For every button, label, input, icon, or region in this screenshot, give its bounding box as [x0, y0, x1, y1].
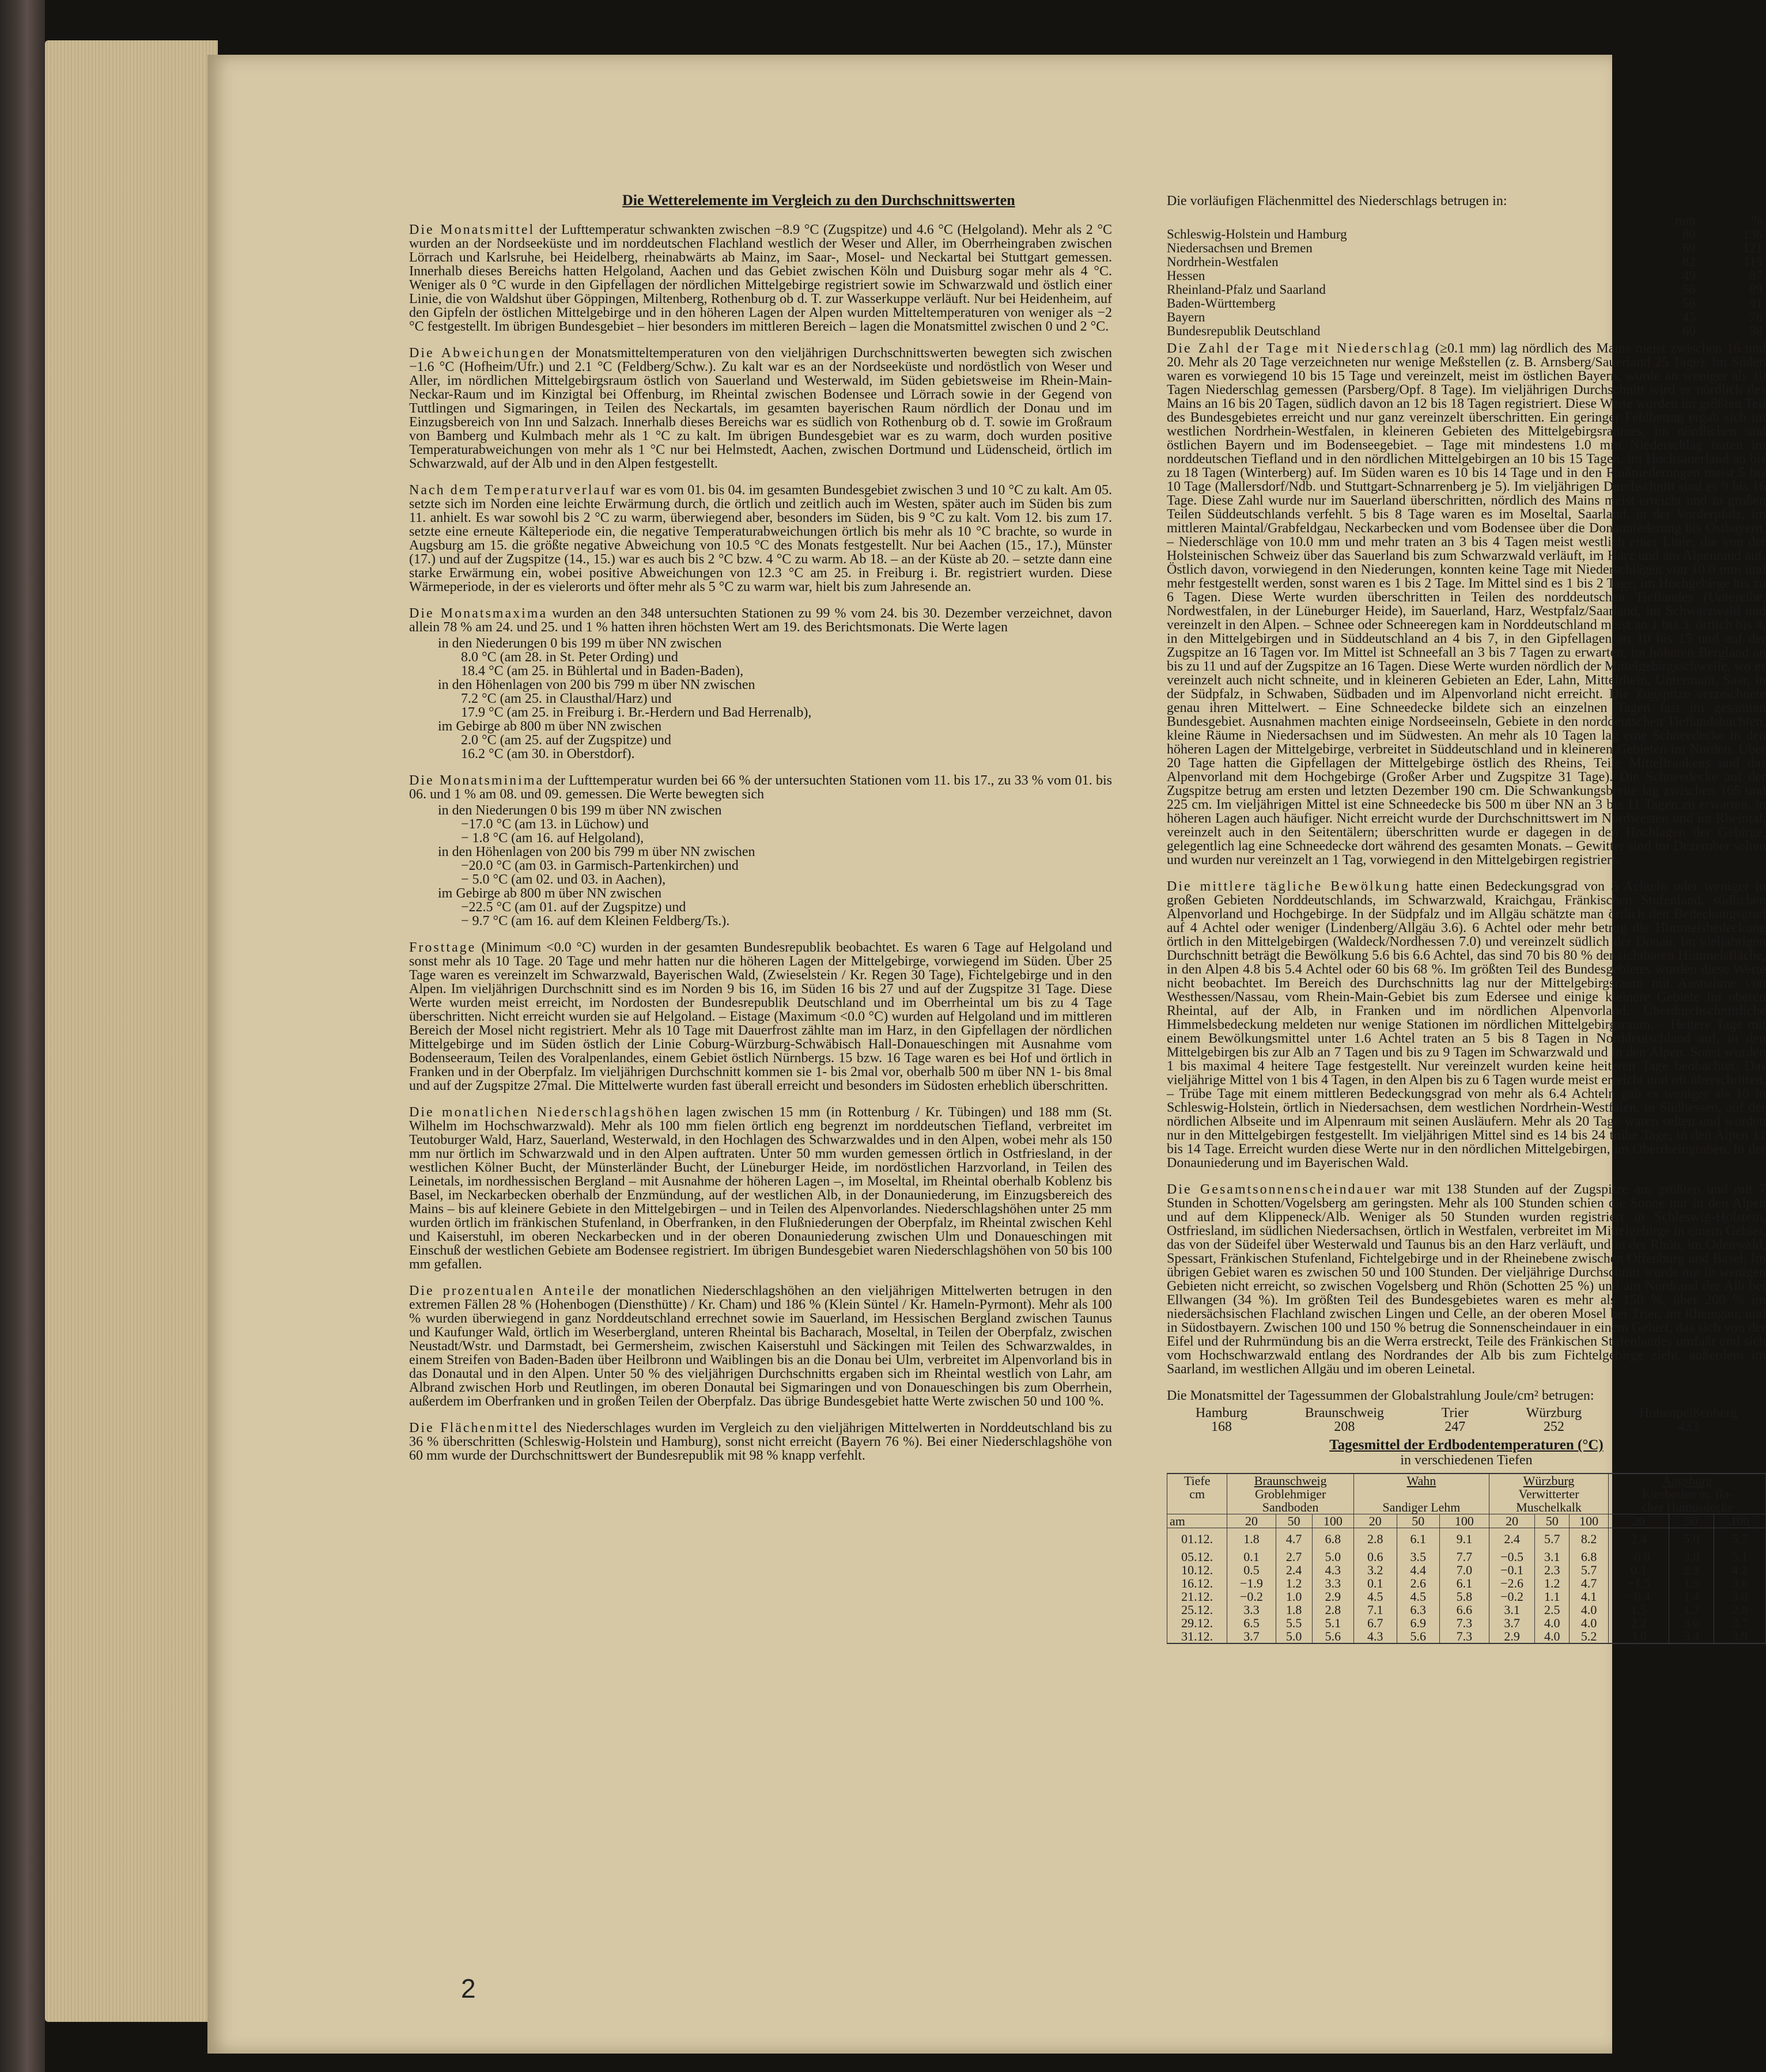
table-header — [1167, 1473, 1766, 1487]
book-spine — [0, 0, 45, 2072]
table-cell: 4.5 — [1397, 1590, 1439, 1603]
list-item: −17.0 °C (am 13. in Lüchow) und — [461, 817, 649, 832]
soil-temperature-table — [1167, 1473, 1766, 1644]
list-item: − 5.0 °C (am 02. und 03. in Aachen), — [461, 872, 666, 887]
table-cell: 3.1 — [1535, 1550, 1569, 1563]
table-row — [1167, 269, 1766, 283]
region: Bundesrepublik Deutschland — [1167, 324, 1321, 338]
table-cell: 5.5 — [1276, 1616, 1312, 1630]
table-cell: 2.6 — [1397, 1577, 1439, 1590]
table-header — [1167, 1487, 1766, 1501]
table-cell: 4.1 — [1569, 1590, 1608, 1603]
table-cell: 3.3 — [1227, 1603, 1276, 1616]
depth-50: 50 — [1397, 1514, 1439, 1528]
page-sheet — [207, 55, 1766, 2054]
table-cell: 1.4 — [1669, 1590, 1714, 1603]
table-row — [1167, 1603, 1766, 1616]
table-row — [1167, 310, 1766, 324]
table-cell: 6.6 — [1439, 1603, 1489, 1616]
rain-area-table — [1167, 214, 1766, 338]
table-row — [1167, 297, 1766, 310]
paragraph-area-means — [409, 1421, 1112, 1463]
table-cell: 6.3 — [1397, 1603, 1439, 1616]
table-cell: −0.5 — [1489, 1550, 1535, 1563]
table-cell: −0.1 — [1489, 1563, 1535, 1577]
paragraph-text: des Niederschlages wurden im Vergleich zu den vieljährigen Mittelwerten in Norddeutschland bis zu 36 % überschritten (Schleswig-Holstein und Hamburg), sonst nicht erreicht (Bayern 76 %). Bei einer Niederschlagshöhe von 60 mm wurde der Durchschnittswert der Bundesrepublik mit 98 % knapp verfehlt. — [409, 1421, 1112, 1463]
table-cell: 2.7 — [1276, 1550, 1312, 1563]
depth-100: 100 — [1569, 1514, 1608, 1528]
table-cell: 5.1 — [1312, 1616, 1353, 1630]
value-mm: 56 — [1682, 282, 1696, 297]
soil-table-subtitle: in verschiedenen Tiefen — [1400, 1453, 1533, 1468]
paragraph-lead: Die mittlere tägliche Bewölkung — [1167, 879, 1410, 894]
value-mm: 56 — [1682, 296, 1696, 310]
station-name: Trier — [1441, 1406, 1469, 1421]
table-cell: 6.8 — [1569, 1550, 1608, 1563]
depth-50: 50 — [1535, 1514, 1569, 1528]
table-cell: 1.9 — [1669, 1577, 1714, 1590]
header-soil: Verwitterter — [1489, 1487, 1609, 1501]
maxima-list — [409, 637, 1112, 761]
value-percent: 76 — [1749, 310, 1763, 324]
value-mm: 80 — [1682, 227, 1696, 241]
soil-table-body — [1167, 1528, 1766, 1643]
page-edges — [45, 40, 218, 2022]
depth-20: 20 — [1227, 1514, 1276, 1528]
right-column — [1167, 194, 1766, 1644]
list-item: − 1.8 °C (am 16. auf Helgoland), — [461, 831, 644, 846]
value-mm: 60 — [1682, 324, 1696, 338]
depth-20: 20 — [1489, 1514, 1535, 1528]
paragraph-lead: Die Monatsminima — [409, 773, 544, 788]
table-cell: 6.1 — [1439, 1577, 1489, 1590]
list-item: −20.0 °C (am 03. in Garmisch-Partenkirchen) und — [461, 858, 739, 873]
table-header — [1167, 214, 1766, 228]
table-cell: 4.7 — [1569, 1577, 1608, 1590]
paragraph-sunshine — [1167, 1183, 1766, 1376]
value-mm: 49 — [1682, 268, 1696, 283]
header-station: Würzburg — [1489, 1473, 1609, 1487]
table-cell: 5.2 — [1569, 1630, 1608, 1643]
table-row — [1167, 228, 1766, 241]
value-mm: 69 — [1682, 241, 1696, 255]
paragraph-text: der monatlichen Niederschlagshöhen an den vieljährigen Mittelwerten betrugen in den extremen Fällen 28 % (Hohenbogen (Diensthütte) / Kr. Cham) und 186 % (Klein Süntel / Kr. Hameln-Pyrmont). Mehr als 100 % wurden überwiegend in ganz Norddeutschland errechnet sowie im Sauerland, im Hessischen Bergland zwischen Taunus und Kaufunger Wald, örtlich im Weserbergland, unteren Rheintal bis Bacharach, Moseltal, in Teilen der Oberpfalz, zwischen Neustadt/Wstr. und Darmstadt, bei Germersheim, zwischen Kaiserstuhl und Säckingen mit Teilen des Schwarzwaldes, in einem Streifen von Baden-Baden über Heilbronn und Waiblingen bis an die Donau bei Ulm, verbreitet im Alpenvorland bis in das Donautal und in den Alpen. Unter 50 % des vieljährigen Durchschnitts ergaben sich im Rheintal westlich von Lahr, am Albrand zwischen Horb und Reutlingen, im oberen Donautal bei Sigmaringen und von Donaueschingen bis zum Oberrhein, außerdem im Oberfranken und in großen Teilen der Oberpfalz. Das übrige Bundesgebiet hatte Werte zwischen 50 und 100 %. — [409, 1283, 1113, 1409]
header-station: Braunschweig — [1227, 1473, 1354, 1487]
soil-table-title: Tagesmittel der Erdbodentemperaturen (°C) — [1329, 1437, 1604, 1453]
table-cell: 0.1 — [1354, 1577, 1397, 1590]
table-cell: 3.1 — [1489, 1603, 1535, 1616]
paragraph-lead: Die Monatsmittel — [409, 222, 535, 237]
table-cell: 2.5 — [1535, 1603, 1569, 1616]
table-row — [1167, 324, 1766, 338]
value-percent: 98 — [1749, 324, 1763, 338]
paragraph-text: hatte einen Bedeckungsgrad von 5 Achteln oder weniger in großen Gebieten Norddeutschlands, im Schwarzwald, Kraichgau, Fränkischen Stufenland, südlichen Alpenvorland und Hochgebirge. In der Südpfalz und im Allgäu schätzte man örtlich den Bedeckungsgrad auf 4 Achtel oder weniger (Lindenberg/Allgäu 3.6). 6 Achtel oder mehr betrug die Himmelsbedeckung örtlich in den Mittelgebirgen (Waldeck/Nordhessen 7.0) und vereinzelt südlich der Donau. Im vieljährigen Durchschnitt beträgt die Bewölkung 5.6 bis 6.6 Achtel, das sind 70 bis 80 % der sichtbaren Himmelsfläche, in den Alpen 4.8 bis 5.4 Achtel oder 60 bis 68 %. Im größten Teil des Bundesgebietes wurden diese Werte nicht beobachtet. Im Bereich des Durchschnitts lag nur der Mittelgebirgsraum mit Ausnahme von Westhessen/Nassau, vom Rhein-Main-Gebiet bis zum Edersee und einige kleinere Gebiete im oberen Rheintal, auf der Alb, in Franken und im nördlichen Alpenvorland. Überdurchschnittliche Himmelsbedeckung meldeten nur wenige Stationen im nördlichen Mittelgebirgsraum. – Heitere Tage mit einem Bewölkungsmittel unter 1.6 Achtel traten an 5 bis 8 Tagen in Norddeutschland auf, in den Mittelgebirgen bis zur Alb an 7 Tagen und bis zu 9 Tagen im Schwarzwald und in den Alpen. Sonst wurden 1 bis maximal 4 heitere Tage festgestellt. Nur vereinzelt wurden keine heiteren Tage beobachtet. Das vieljährige Mittel von 1 bis 4 Tagen, in den Alpen bis zu 6 Tagen wurde meist erreicht und oft überschritten. – Trübe Tage mit einem mittleren Bedeckungsgrad von mehr als 6.4 Achteln gab es weniger als 10 in Schleswig-Holstein, örtlich in Niedersachsen, dem westlichen Nordrhein-Westfalen, in Südhessen, auf der nördlichen Albseite und im Alpenraum mit seinen Ausläufern. Mehr als 20 Tage waren selten und wurden nur in den Mittelgebirgen festgestellt. Im vieljährigen Mittel sind es 14 bis 24 trübe Tage, in den Alpen 11 bis 14 Tage. Erreicht wurden diese Werte nur in den nördlichen Mittelgebirgen, im Oberrheingraben, in der Donauniederung und im Bayerischen Wald. — [1167, 879, 1766, 1171]
header-soil: Sandiger Lehm — [1354, 1501, 1489, 1514]
region: Baden-Württemberg — [1167, 296, 1276, 310]
paragraph-text: wurden an den 348 untersuchten Stationen zu 99 % vom 24. bis 30. Dezember verzeichnet, davon allein 78 % am 24. und 25. und 1 % hatten ihren höchsten Wert am 19. des Berichtsmonats. Die Werte lagen — [409, 606, 1113, 635]
station-name: Braunschweig — [1304, 1406, 1384, 1421]
table-row — [1167, 241, 1766, 255]
row-date: 01.12. — [1167, 1528, 1227, 1550]
table-cell: −1.9 — [1227, 1577, 1276, 1590]
table-cell: 3.2 — [1354, 1563, 1397, 1577]
station-value: 252 — [1543, 1419, 1564, 1434]
depth-20: 20 — [1609, 1514, 1669, 1528]
station-value: 247 — [1444, 1419, 1466, 1434]
paragraph-lead: Frosttage — [409, 940, 477, 955]
value-mm: 82 — [1682, 255, 1696, 269]
station-value: 208 — [1334, 1419, 1355, 1434]
depth-50: 50 — [1669, 1514, 1714, 1528]
table-cell: 3.0 — [1669, 1616, 1714, 1630]
value-percent: 91 — [1749, 296, 1763, 310]
table-cell: 2.4 — [1489, 1528, 1535, 1550]
list-item: in den Niederungen 0 bis 199 m über NN zwischen — [438, 803, 722, 818]
depth-100: 100 — [1439, 1514, 1489, 1528]
header-station: Wahn — [1354, 1473, 1489, 1487]
list-item: in den Höhenlagen von 200 bis 799 m über NN zwischen — [438, 844, 755, 859]
table-row — [1167, 1563, 1766, 1577]
table-cell: 4.2 — [1714, 1563, 1766, 1577]
table-cell: 3.7 — [1489, 1616, 1535, 1630]
value-percent: 89 — [1749, 282, 1763, 297]
table-cell: 5.7 — [1569, 1563, 1608, 1577]
paragraph-monthly-maxima — [409, 607, 1112, 634]
paragraph-lead: Die Flächenmittel — [409, 1421, 539, 1435]
table-cell: 4.0 — [1569, 1616, 1608, 1630]
paragraph-lead: Die prozentualen Anteile — [409, 1283, 596, 1298]
table-cell: 0.1 — [1227, 1550, 1276, 1563]
table-cell: 2.3 — [1535, 1563, 1569, 1577]
table-cell: 8.2 — [1569, 1528, 1608, 1550]
paragraph-precipitation-days — [1167, 342, 1766, 867]
header-soil: cher Humusdecke — [1609, 1501, 1766, 1514]
region: Bayern — [1167, 310, 1205, 324]
table-cell: 1.2 — [1535, 1577, 1569, 1590]
table-cell: 3.9 — [1714, 1630, 1766, 1643]
row-date: 16.12. — [1167, 1577, 1227, 1590]
depth-100: 100 — [1312, 1514, 1353, 1528]
table-row — [1167, 1590, 1766, 1603]
paragraph-deviations — [409, 346, 1112, 471]
table-cell: 3.6 — [1714, 1577, 1766, 1590]
unit-percent: % — [1751, 213, 1763, 228]
table-cell: 9.1 — [1439, 1528, 1489, 1550]
depth-50: 50 — [1276, 1514, 1312, 1528]
table-cell: 7.3 — [1439, 1630, 1489, 1643]
list-item: 8.0 °C (am 28. in St. Peter Ording) und — [461, 650, 678, 665]
table-cell: 7.1 — [1354, 1603, 1397, 1616]
station-name: Hamburg — [1195, 1406, 1248, 1421]
paragraph-lead: Die Abweichungen — [409, 346, 546, 361]
region: Hessen — [1167, 268, 1205, 283]
table-cell — [1167, 214, 1661, 228]
value-percent: 87 — [1749, 268, 1763, 283]
unit-mm: mm — [1675, 213, 1696, 228]
value-percent: 115 — [1743, 255, 1763, 269]
radiation-item — [1526, 1406, 1582, 1434]
paragraph-text: war mit 138 Stunden auf der Zugspitze am größten und mit 7 Stunden in Schotten/Vogelsberg am geringsten. Mehr als 100 Stunden schien die Sonne nur in den Alpen und auf dem Klippeneck/Alb. Weniger als 50 Stunden wurden registriert in Schleswig-Holstein, Ostfriesland, im südlichen Niedersachsen, örtlich in Westfalen, verbreitet im Mittelgebirge in einem Gebiet, das von der Südeifel über Westerwald und Taunus bis an den Harz verläuft, und in der Rhön, im Odenwald, Spessart, Fränkischen Stufenland, Fichtelgebirge und in der Rheinebene zwischen Offenburg und Basel. Im übrigen Gebiet waren es zwischen 50 und 100 Stunden. Der vieljährige Durchschnitt wurde nur in wenigen Gebieten nicht erreicht, so zwischen Vogelsberg und Rhön (Schotten 25 %) und am Nordrand der Alb bei Ellwangen (34 %). Im größten Teil des Bundesgebietes waren es mehr als 150 %, über 200 % im niedersächsischen Flachland zwischen Lingen und Celle, an der oberen Mosel bei Trier, im Rheingau, und in Südostbayern. Zwischen 100 und 150 % betrug die Sonnenscheindauer in einem Gebiet, das sich von der Eifel und der Ruhrmündung bis an die Werra erstreckt, Teile des Fränkischen Stufenlandes umfaßt und sich vom Hochschwarzwald entlang des Nordrandes der Alb bis zum Fichtelgebirge zieht, außerdem im Saarland, im westlichen Allgäu und im oberen Leinetal. — [1167, 1182, 1766, 1377]
table-cell: 5.7 — [1535, 1528, 1569, 1550]
paragraph-text: (≥0.1 mm) lag nördlich des Mains meist zwischen 16 und 20. Mehr als 20 Tage verzeichneten nur wenige Meßstellen (z. B. Arnsberg/Sauerland 25 Tage). Im Süden waren es vorwiegend 10 bis 15 Tage und vereinzelt, meist im östlichen Bayern, wurde an weniger als 10 Tagen Niederschlag gemessen (Parsberg/Opf. 8 Tage). Im vieljährigen Durchschnitt wird er nördlich des Mains an 16 bis 20 Tagen, südlich davon an 12 bis 18 Tagen registriert. Diese Werte wurden im größten Teil des Bundesgebietes erreicht und nur ganz vereinzelt überschritten. Ein geringer Fehlbetrag ergab sich im westlichen Nordrhein-Westfalen, in kleineren Gebieten des Mittelgebirgsraumes, im nördlichen und östlichen Bayern und im Bodenseegebiet. – Tage mit mindestens 1.0 mm Niederschlag traten im norddeutschen Tiefland und in den nördlichen Mittelgebirgen an 10 bis 15 Tagen, im Hochsauerland an bis zu 18 Tagen (Winterberg) auf. Im Süden waren es 10 bis 14 Tage und in den Flußniederungen meist 5 bis 10 Tage (Mallersdorf/Ndb. und Stuttgart-Schnarrenberg je 5). Im vieljährigen Durchschnitt sind es 9 bis 16 Tage. Diese Zahl wurde nur im Sauerland überschritten, nördlich des Mains meist erreicht und in großen Teilen Süddeutschlands verfehlt. 5 bis 8 Tage waren es im Moseltal, Saarland, in der Vorderpfalz, im mittleren Maintal/Grabfeldgau, Neckarbecken und vom Bodensee über die Donauniederung bis Ostbayern. – Niederschläge von 10.0 mm und mehr traten an 3 bis 4 Tagen meist westlich einer Linie, die von der Holsteinischen Schweiz über das Sauerland bis zum Schwarzwald verläuft, im Harz und am Alpenrand auf. Östlich davon, vorwiegend in den Niederungen, konnten keine Tage mit Niederschlägen von 10.0 mm und mehr festgestellt werden, sonst waren es 1 bis 2 Tage. Im Mittel sind es 1 bis 2 Tage, im Hochgebirge bis zu 6 Tagen. Diese Werte wurden überschritten in Teilen des norddeutschen Tieflandes (Unterelbe, Nordwestfalen, in der Lüneburger Heide), im Sauerland, Harz, Westpfalz/Saarland, im Schwarzwald und vereinzelt in den Alpen. – Schnee oder Schneeregen kam in Norddeutschland meist an 1 bis 3, örtlich bis 4, in den Mittelgebirgen und in Süddeutschland an 4 bis 7, in den Gipfellagen an 10 bis 15 und auf der Zugspitze an 16 Tagen vor. Im Mittel ist Schneefall an 3 bis 7 Tagen zu erwarten, im höheren Bergland an bis zu 11 und auf der Zugspitze an 16 Tagen. Diese Werte wurden nördlich der Mittelgebirgsschwelle, wo es vereinzelt auch nicht schneite, und in kleineren Gebieten an Eder, Lahn, Mittelrhein, Untermain, Saar, in der Südpfalz, in Schwaben, Südbaden und im Alpenvorland nicht erreicht. Die Zugspitze verzeichnete genau ihren Mittelwert. – Eine Schneedecke bildete sich an einzelnen Tagen fast im gesamten Bundesgebiet. Ausnahmen machten einige Nordseeinseln, Gebiete in den norddeutschen Tieflandsbuchten, kleine Räume in Niedersachsen und im Südwesten. An mehr als 10 Tagen lag eine Schneedecke in den höheren Lagen der Mittelgebirge, verbreitet in Süddeutschland und in kleineren Gebieten im Norden. Über 20 Tage hatten die Gipfellagen der Mittelgebirge östlich des Rheins, Teile Mittelfrankens und das Alpenvorland mit dem Hochgebirge (Großer Arber und Zugspitze 31 Tage). Die Schneedecke auf der Zugspitze betrug am ersten und letzten Dezember 190 cm. Die Schwankungsbreite lag zwischen 165 und 225 cm. Im vieljährigen Mittel ist eine Schneedecke bis 500 m über NN an 3 bis 11 Tagen zu erwarten, in höheren Lagen auch häufiger. Nicht erreicht wurde der Durchschnittswert im Nordwesten und im Rheintal, vereinzelt auch in den Seitentälern; überschritten wurde er dagegen in den Hochlagen der Gebirge, gelegentlich lag eine Schneedecke dort während des gesamten Monats. – Gewitter sind im Dezember selten und wurden nur vereinzelt an 1 Tag, vorwiegend in den Mittelgebirgen registriert. — [1167, 341, 1766, 868]
depth-20: 20 — [1354, 1514, 1397, 1528]
table-cell: 7.7 — [1439, 1550, 1489, 1563]
header-soil: Groblehmiger — [1227, 1487, 1354, 1501]
radiation-item — [1639, 1406, 1737, 1434]
table-cell: 6.9 — [1397, 1616, 1439, 1630]
list-item: −22.5 °C (am 01. auf der Zugspitze) und — [461, 900, 686, 915]
table-row — [1167, 255, 1766, 269]
table-cell: 2.4 — [1609, 1528, 1669, 1550]
table-cell: −2.6 — [1489, 1577, 1535, 1590]
table-cell: 3.3 — [1312, 1577, 1353, 1590]
paragraph-text: der Monatsmitteltemperaturen von den vieljährigen Durchschnittswerten bewegten sich zwischen −1.6 °C (Hofheim/Ufr.) und 2.1 °C (Feldberg/Schw.). Zu kalt war es an der Nordseeküste und nordöstlich von Weser und Aller, im nördlichen Mittelgebirgsraum östlich von Sauerland und Westerwald, im Süden gebietsweise im Rhein-Main-Neckar-Raum und im Kinzigtal bei Offenburg, im Rheintal zwischen Bodensee und Lörrach sowie in der Gegend von Tuttlingen und Sigmaringen, in Teilen des Neckartals, im gesamten bayerischen Raum nördlich der Donau und im Einzugsbereich von Inn und Salzach. Innerhalb dieses Bereichs war es südlich von Rothenburg ob d. T. sowie im Großraum von Bamberg und Kulmbach mehr als 1 °C zu kalt. Im übrigen Bundesgebiet war es zu warm, doch wurden positive Temperaturabweichungen von mehr als 1 °C nur bei Helmstedt, Aachen, zwischen Dortmund und Lüdenscheid, örtlich im Schwarzwald, auf der Alb und in den Alpen festgestellt. — [409, 346, 1113, 471]
rain-intro: Die vorläufigen Flächenmittel des Niederschlags betrugen in: — [1167, 194, 1507, 209]
value-percent: 121 — [1742, 241, 1763, 255]
table-cell: 2.4 — [1276, 1563, 1312, 1577]
paragraph-lead: Die Monatsmaxima — [409, 606, 548, 621]
header-date: am — [1167, 1514, 1227, 1528]
radiation-intro: Die Monatsmittel der Tagessummen der Globalstrahlung Joule/cm² betrugen: — [1167, 1388, 1594, 1403]
list-item: im Gebirge ab 800 m über NN zwischen — [438, 886, 662, 901]
list-item: im Gebirge ab 800 m über NN zwischen — [438, 719, 662, 734]
header-cell — [1167, 1501, 1227, 1514]
table-cell: −0.2 — [1227, 1590, 1276, 1603]
table-cell: 6.1 — [1397, 1528, 1439, 1550]
header-soil: Kiesboden m. fla- — [1609, 1487, 1766, 1501]
list-item: 16.2 °C (am 30. in Oberstdorf). — [461, 747, 635, 762]
region: Rheinland-Pfalz und Saarland — [1167, 282, 1326, 297]
table-cell: 5.0 — [1276, 1630, 1312, 1643]
header-unit: cm — [1167, 1487, 1227, 1501]
table-cell: 1.1 — [1535, 1590, 1569, 1603]
table-cell: 2.9 — [1489, 1630, 1535, 1643]
value-mm: 45 — [1682, 310, 1696, 324]
table-row — [1167, 1528, 1766, 1550]
paragraph-lead: Die monatlichen Niederschlagshöhen — [409, 1105, 680, 1120]
header-soil: Sandboden — [1227, 1501, 1354, 1514]
table-cell: 2.2 — [1609, 1616, 1669, 1630]
table-cell: 4.0 — [1535, 1616, 1569, 1630]
list-item: 2.0 °C (am 25. auf der Zugspitze) und — [461, 733, 671, 748]
table-cell: 7.3 — [1439, 1616, 1489, 1630]
table-cell: 5.0 — [1312, 1550, 1353, 1563]
paragraph-lead: Die Zahl der Tage mit Niederschlag — [1167, 341, 1431, 356]
table-cell: 4.0 — [1569, 1603, 1608, 1616]
paragraph-cloudiness — [1167, 880, 1766, 1170]
table-header — [1167, 1501, 1766, 1514]
table-cell: −0.0 — [1609, 1550, 1669, 1563]
table-cell: 5.6 — [1312, 1630, 1353, 1643]
paragraph-monthly-minima — [409, 774, 1112, 801]
paragraph-precipitation-percent — [409, 1284, 1112, 1408]
list-item: − 9.7 °C (am 16. auf dem Kleinen Feldberg/Ts.). — [461, 914, 730, 929]
list-item: in den Höhenlagen von 200 bis 799 m über NN zwischen — [438, 677, 755, 692]
station-name: Würzburg — [1526, 1406, 1582, 1421]
paragraph-text: (Minimum <0.0 °C) wurden in der gesamten Bundesrepublik beobachtet. Es waren 6 Tage auf Helgoland und sonst mehr als 10 Tage. 20 Tage und mehr hatten nur die höheren Lagen der Mittelgebirge, vorwiegend im Süden. Über 25 Tage waren es vereinzelt im Schwarzwald, Bayerischen Wald, (Zwieselstein / Kr. Regen 30 Tage), Fichtelgebirge und in den Alpen. Im vieljährigen Durchschnitt sind es im Norden 9 bis 16, im Süden 16 bis 27 und auf der Zugspitze 31 Tage. Diese Werte wurden meist erreicht, im Nordosten der Bundesrepublik Deutschland und im Oberrheintal um bis zu 4 Tage überschritten. Nicht erreicht wurden sie auf Helgoland. – Eistage (Maximum <0.0 °C) wurden auf Helgoland und im mittleren Bereich der Mosel nicht registriert. Mehr als 10 Tage mit Dauerfrost zählte man im Harz, in den Gipfellagen der nördlichen Mittelgebirge und im Süden östlich der Linie Coburg-Würzburg-Schwäbisch Hall-Donaueschingen mit Ausnahme vom Bodenseeraum, Teilen des Voralpenlandes, einem Gebiet östlich Nürnbergs. 15 bzw. 16 Tage waren es bei Hof und örtlich in Franken und in der Oberpfalz. Im vieljährigen Durchschnitt kommen sie 1- bis 2mal vor, oberhalb 500 m über NN 1- bis 8mal und auf der Zugspitze 27mal. Die Mittelwerte wurden fast überall erreicht und besonders im Südosten erheblich überschritten. — [409, 940, 1113, 1093]
paragraph-lead: Nach dem Temperaturverlauf — [409, 483, 617, 498]
region: Nordrhein-Westfalen — [1167, 255, 1279, 269]
radiation-item — [1442, 1406, 1469, 1434]
station-value: 168 — [1211, 1419, 1232, 1434]
radiation-item — [1305, 1406, 1384, 1434]
table-cell: 0.6 — [1354, 1550, 1397, 1563]
row-date: 21.12. — [1167, 1590, 1227, 1603]
table-cell: 0.1 — [1609, 1563, 1669, 1577]
header-soil: Muschelkalk — [1489, 1501, 1609, 1514]
table-cell: −1.5 — [1609, 1577, 1669, 1590]
paragraph-text: war es vom 01. bis 04. im gesamten Bundesgebiet zwischen 3 und 10 °C zu kalt. Am 05. setzte sich im Norden eine leichte Erwärmung durch, die örtlich und zeitlich auch im Westen, später auch im Süden bis zum 11. anhielt. Es war sowohl bis 2 °C zu warm, überwiegend aber, besonders im Süden, bis 9 °C zu kalt. Vom 12. bis zum 17. setzte eine erneute Kälteperiode ein, die negative Temperaturabweichungen örtlich bis mehr als 10 °C brachte, so wurde in Augsburg am 15. die größte negative Abweichung von 10.5 °C des Monats festgestellt. Nur bei Aachen (15., 17.), Münster (17.) und auf der Zugspitze (14., 15.) war es auch bis 2 °C bzw. 4 °C zu warm. Ab 18. – an der Küste ab 20. – setzte dann eine starke Erwärmung ein, wobei positive Abweichungen von 12.3 °C am 25. in Freiburg i. Br. registriert wurden. Diese Wärmeperiode, in der es vielerorts und öfter mehr als 5 °C zu warm war, hielt bis zum Jahresende an. — [409, 483, 1112, 594]
table-cell: 1.5 — [1609, 1603, 1669, 1616]
table-row — [1167, 1577, 1766, 1590]
region: Schleswig-Holstein und Hamburg — [1167, 227, 1347, 241]
radiation-item — [1196, 1406, 1247, 1434]
table-cell: 3.7 — [1227, 1630, 1276, 1643]
table-cell: 2.8 — [1312, 1603, 1353, 1616]
table-cell: 6.8 — [1312, 1528, 1353, 1550]
list-item: 7.2 °C (am 25. in Clausthal/Harz) und — [461, 691, 672, 706]
table-cell: 4.3 — [1312, 1563, 1353, 1577]
table-row — [1167, 1630, 1766, 1643]
table-cell: 2.8 — [1354, 1528, 1397, 1550]
table-cell: 2.3 — [1669, 1563, 1714, 1577]
table-cell: 4.7 — [1276, 1528, 1312, 1550]
table-cell: 3.5 — [1397, 1550, 1439, 1563]
table-cell: 0.5 — [1227, 1563, 1276, 1577]
table-cell: 2.8 — [1714, 1603, 1766, 1616]
table-cell: 1.8 — [1276, 1603, 1312, 1616]
paragraph-lead: Die Gesamtsonnenscheindauer — [1167, 1182, 1387, 1197]
paragraph-text: der Lufttemperatur schwankten zwischen −8.9 °C (Zugspitze) und 4.6 °C (Helgoland). Mehr als 2 °C wurden an der Nordseeküste und im norddeutschen Flachland westlich der Weser und Aller, im Oberrheingraben zwischen Lörrach und Karlsruhe, bei Heidelberg, rheinabwärts ab Mainz, im Saar-, Mosel- und Neckartal bei Stuttgart gemessen. Innerhalb dieses Bereichs hatten Helgoland, Aachen und das Gebiet zwischen Köln und Duisburg sogar mehr als 4 °C. Weniger als 0 °C wurde in den Gipfellagen der nördlichen Mittelgebirge registriert sowie im Schwarzwald und östlich einer Linie, die von Waldshut über Göppingen, Miltenberg, Rothenburg ob d. T. zur Wasserkuppe verläuft. Nur bei Heidenheim, auf den Gipfeln der östlichen Mittelgebirge und in den höheren Lagen der Alpen wurden Mitteltemperaturen von weniger als −2 °C festgestellt. Im übrigen Bundesgebiet – hier besonders im mittleren Bereich – lagen die Monatsmittel zwischen 0 und 2 °C. — [409, 222, 1112, 334]
row-date: 31.12. — [1167, 1630, 1227, 1643]
minima-list — [409, 804, 1112, 928]
region: Niedersachsen und Bremen — [1167, 241, 1313, 255]
table-cell: 5.1 — [1714, 1550, 1766, 1563]
depth-100: 100 — [1714, 1514, 1766, 1528]
table-cell: 4.4 — [1397, 1563, 1439, 1577]
paragraph-frost-days — [409, 941, 1112, 1093]
table-cell: 3.0 — [1714, 1590, 1766, 1603]
table-cell: −0.4 — [1609, 1590, 1669, 1603]
table-cell: 1.0 — [1276, 1590, 1312, 1603]
header-soil — [1354, 1487, 1489, 1501]
table-header — [1167, 1514, 1766, 1528]
table-cell: 4.3 — [1354, 1630, 1397, 1643]
paragraph-text: lagen zwischen 15 mm (in Rottenburg / Kr. Tübingen) und 188 mm (St. Wilhelm im Hochschwarzwald). Mehr als 100 mm fielen örtlich eng begrenzt im norddeutschen Tiefland, verbreitet im Teutoburger Wald, Harz, Sauerland, Westerwald, in den Hochlagen des Schwarzwaldes und in den Alpen, wobei mehr als 150 mm nur örtlich im Schwarzwald und in den Alpen auftraten. Unter 50 mm wurden gemessen örtlich in Ostfriesland, in der westlichen Kölner Bucht, der Münsterländer Bucht, der Lüneburger Heide, im nordöstlichen Harzvorland, in Teilen des Leinetals, im nordhessischen Bergland – mit Ausnahme der höheren Lagen –, im Moseltal, im Rheintal oberhalb Koblenz bis Basel, im Neckarbecken oberhalb der Enzmündung, auf der westlichen Alb, in der Donauniederung, im Einzugsbereich des Mains – bis auf kleinere Gebiete in den Mittelgebirgen – und in Teilen des Alpenvorlandes. Niederschlagshöhen unter 25 mm wurden örtlich im fränkischen Stufenland, in Oberfranken, in den Flußniederungen der Oberpfalz, im Rheintal zwischen Kehl und Kaiserstuhl, im oberen Neckarbecken und in der oberen Donauniederung zwischen Ulm und Donaueschingen mit Einschuß der westlichen Gebiete am Bodensee registriert. Im übrigen Bundesgebiet waren Niederschlagshöhen von 50 bis 100 mm gefallen. — [409, 1105, 1112, 1272]
header-station: Augsburg — [1609, 1473, 1766, 1487]
row-date: 10.12. — [1167, 1563, 1227, 1577]
paragraph-precipitation — [409, 1105, 1112, 1271]
table-cell: 4.0 — [1535, 1630, 1569, 1643]
table-cell: 4.5 — [1354, 1590, 1397, 1603]
list-item: 18.4 °C (am 25. in Bühlertal und in Baden-Baden), — [461, 664, 744, 679]
left-column — [409, 223, 1112, 1475]
table-cell: 1.2 — [1276, 1577, 1312, 1590]
table-cell: 3.0 — [1669, 1550, 1714, 1563]
row-date: 25.12. — [1167, 1603, 1227, 1616]
table-cell: 2.9 — [1312, 1590, 1353, 1603]
table-row — [1167, 1616, 1766, 1630]
table-cell: 5.7 — [1714, 1528, 1766, 1550]
station-value: 433 — [1678, 1419, 1699, 1434]
table-cell: 6.7 — [1354, 1616, 1397, 1630]
table-cell: 6.5 — [1227, 1616, 1276, 1630]
row-date: 05.12. — [1167, 1550, 1227, 1563]
table-cell: 3.4 — [1669, 1630, 1714, 1643]
table-row — [1167, 1550, 1766, 1563]
list-item: 17.9 °C (am 25. in Freiburg i. Br.-Herdern und Bad Herrenalb), — [461, 705, 812, 720]
row-date: 29.12. — [1167, 1616, 1227, 1630]
table-cell: 7.0 — [1439, 1563, 1489, 1577]
header-depth: Tiefe — [1167, 1473, 1227, 1487]
paragraph-monthly-mean — [409, 223, 1112, 334]
table-cell: 5.0 — [1669, 1528, 1714, 1550]
value-percent: 136 — [1742, 227, 1763, 241]
table-cell: 3.0 — [1609, 1630, 1669, 1643]
table-row — [1167, 283, 1766, 297]
page-number: 2 — [461, 1973, 476, 2003]
table-cell: −0.2 — [1489, 1590, 1535, 1603]
table-cell: 3.7 — [1714, 1616, 1766, 1630]
paragraph-text: der Lufttemperatur wurden bei 66 % der untersuchten Stationen vom 11. bis 17., zu 33 % vom 01. bis 06. und 1 % am 08. und 09. gemessen. Die Werte bewegten sich — [409, 773, 1113, 802]
paragraph-temperature-course — [409, 483, 1112, 594]
table-cell: 1.8 — [1227, 1528, 1276, 1550]
table-cell: 5.6 — [1397, 1630, 1439, 1643]
table-cell: 5.8 — [1439, 1590, 1489, 1603]
radiation-values — [1167, 1406, 1766, 1434]
list-item: in den Niederungen 0 bis 199 m über NN zwischen — [438, 636, 722, 651]
table-cell: 1.7 — [1669, 1603, 1714, 1616]
page-heading: Die Wetterelemente im Vergleich zu den Durchschnittswerten — [622, 192, 1015, 209]
station-name: Hohenpeißenberg — [1639, 1406, 1738, 1421]
